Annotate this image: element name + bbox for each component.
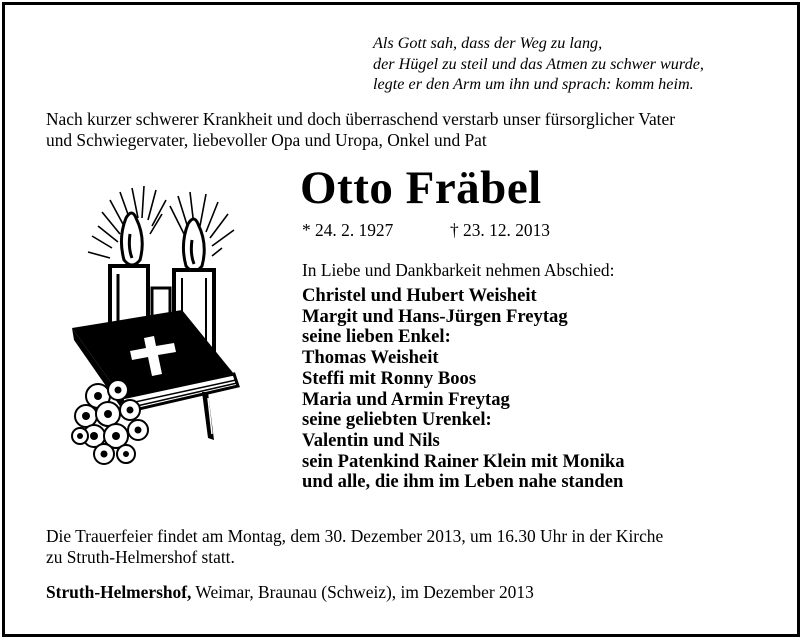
place-and-date [46, 582, 534, 603]
death-date: † 23. 12. 2013 [450, 220, 550, 240]
mourner-line: Christel und Hubert Weisheit [302, 285, 537, 306]
service-line: zu Struth-Helmershof statt. [46, 547, 235, 567]
poem-line: Als Gott sah, dass der Weg zu lang, [373, 34, 603, 52]
mourners-list [302, 286, 625, 493]
birth-date: * 24. 2. 1927 [302, 220, 394, 240]
mourner-line: und alle, die ihm im Leben nahe standen [302, 471, 624, 493]
service-line: Die Trauerfeier findet am Montag, dem 30. Dezember 2013, um 16.30 Uhr in der Kirche [46, 526, 664, 546]
intro-line: Nach kurzer schwerer Krankheit und doch überraschend verstarb unser fürsorglicher Vater [46, 109, 676, 129]
funeral-service-text [46, 526, 786, 568]
mourner-line: Valentin und Nils [302, 429, 440, 451]
mourner-line: Thomas Weisheit [302, 347, 439, 369]
life-dates [302, 220, 550, 241]
mourner-line: Margit und Hans-Jürgen Freytag [302, 305, 568, 327]
bible-candles-flowers-icon [62, 178, 242, 478]
mourner-line: seine geliebten Urenkel: [302, 409, 492, 431]
place-rest: Weimar, Braunau (Schweiz), im Dezember 2013 [191, 582, 534, 602]
mourner-line: Steffi mit Ronny Boos [302, 367, 477, 389]
mourner-line: sein Patenkind Rainer Klein mit Monika [302, 450, 625, 472]
poem-line: legte er den Arm um ihn und sprach: komm heim. [373, 75, 694, 93]
farewell-text: In Liebe und Dankbarkeit nehmen Abschied: [302, 260, 615, 280]
poem-line: der Hügel zu steil und das Atmen zu schwer wurde, [373, 54, 704, 73]
candle-rays [88, 186, 234, 258]
poem [373, 33, 704, 95]
deceased-name: Otto Fräbel [300, 162, 542, 214]
mourner-line: Maria und Armin Freytag [302, 388, 510, 410]
mourner-line: seine lieben Enkel: [302, 326, 451, 348]
intro-text [46, 109, 766, 151]
intro-line: und Schwiegervater, liebevoller Opa und Uropa, Onkel und Pat [46, 130, 487, 150]
place-town: Struth-Helmershof, [46, 582, 192, 602]
